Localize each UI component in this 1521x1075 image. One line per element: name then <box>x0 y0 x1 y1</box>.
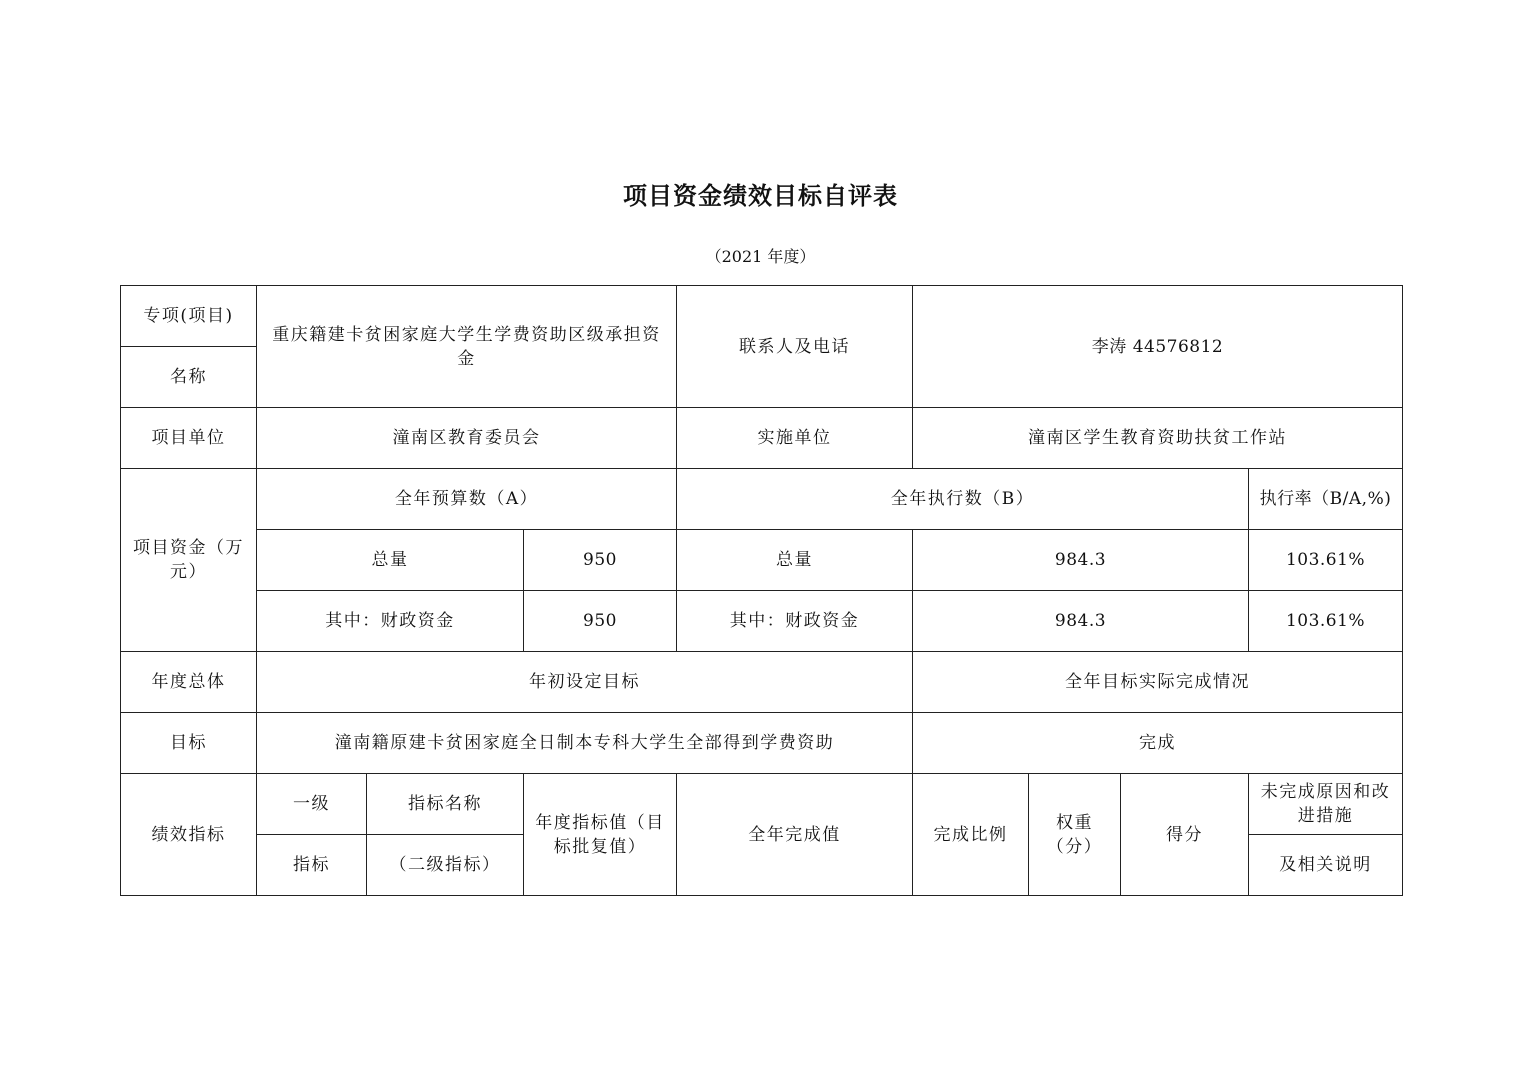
evaluation-table <box>120 285 1403 896</box>
page-title: 项目资金绩效目标自评表 <box>623 182 898 210</box>
exec-total-value: 984.3 <box>913 530 1249 591</box>
rate-total-value: 103.61% <box>1249 530 1403 591</box>
exec-header: 全年执行数（B） <box>677 469 1249 530</box>
level1-bottom: 指标 <box>257 835 367 896</box>
goal-actual-header: 全年目标实际完成情况 <box>913 652 1403 713</box>
indicator-name-top: 指标名称 <box>367 774 524 835</box>
goal-set-value: 潼南籍原建卡贫困家庭全日制本专科大学生全部得到学费资助 <box>257 713 913 774</box>
reason-top: 未完成原因和改进措施 <box>1249 774 1403 835</box>
row-goal-value <box>121 713 1403 774</box>
goal-label-1: 年度总体 <box>121 652 257 713</box>
row-project-unit <box>121 408 1403 469</box>
project-name-value: 重庆籍建卡贫困家庭大学生学费资助区级承担资金 <box>257 286 677 408</box>
year-subtitle: （2021 年度） <box>705 247 816 266</box>
row-funds-header <box>121 469 1403 530</box>
row-project-name-top <box>121 286 1403 347</box>
contact-label: 联系人及电话 <box>677 286 913 408</box>
project-name-label-2: 名称 <box>121 347 257 408</box>
row-funds-total <box>121 530 1403 591</box>
goal-label-2: 目标 <box>121 713 257 774</box>
exec-fiscal-label: 其中：财政资金 <box>677 591 913 652</box>
budget-total-label: 总量 <box>257 530 524 591</box>
exec-fiscal-value: 984.3 <box>913 591 1249 652</box>
budget-header: 全年预算数（A） <box>257 469 677 530</box>
rate-fiscal-value: 103.61% <box>1249 591 1403 652</box>
indicator-name-bottom: （二级指标） <box>367 835 524 896</box>
budget-fiscal-value: 950 <box>524 591 677 652</box>
level1-top: 一级 <box>257 774 367 835</box>
full-year-value: 全年完成值 <box>677 774 913 896</box>
budget-fiscal-label: 其中：财政资金 <box>257 591 524 652</box>
indicators-label: 绩效指标 <box>121 774 257 896</box>
annual-indicator-value: 年度指标值（目标批复值） <box>524 774 677 896</box>
impl-unit-value: 潼南区学生教育资助扶贫工作站 <box>913 408 1403 469</box>
impl-unit-label: 实施单位 <box>677 408 913 469</box>
reason-bottom: 及相关说明 <box>1249 835 1403 896</box>
completion-ratio: 完成比例 <box>913 774 1029 896</box>
project-unit-value: 潼南区教育委员会 <box>257 408 677 469</box>
row-goal-header <box>121 652 1403 713</box>
contact-value: 李涛 44576812 <box>913 286 1403 408</box>
score: 得分 <box>1121 774 1249 896</box>
project-name-label-1: 专项(项目) <box>121 286 257 347</box>
project-unit-label: 项目单位 <box>121 408 257 469</box>
row-indicators-top <box>121 774 1403 835</box>
funds-label: 项目资金（万元） <box>121 469 257 652</box>
weight: 权重（分） <box>1029 774 1121 896</box>
goal-actual-value: 完成 <box>913 713 1403 774</box>
budget-total-value: 950 <box>524 530 677 591</box>
goal-set-header: 年初设定目标 <box>257 652 913 713</box>
row-funds-fiscal <box>121 591 1403 652</box>
rate-header: 执行率（B/A,%) <box>1249 469 1403 530</box>
exec-total-label: 总量 <box>677 530 913 591</box>
